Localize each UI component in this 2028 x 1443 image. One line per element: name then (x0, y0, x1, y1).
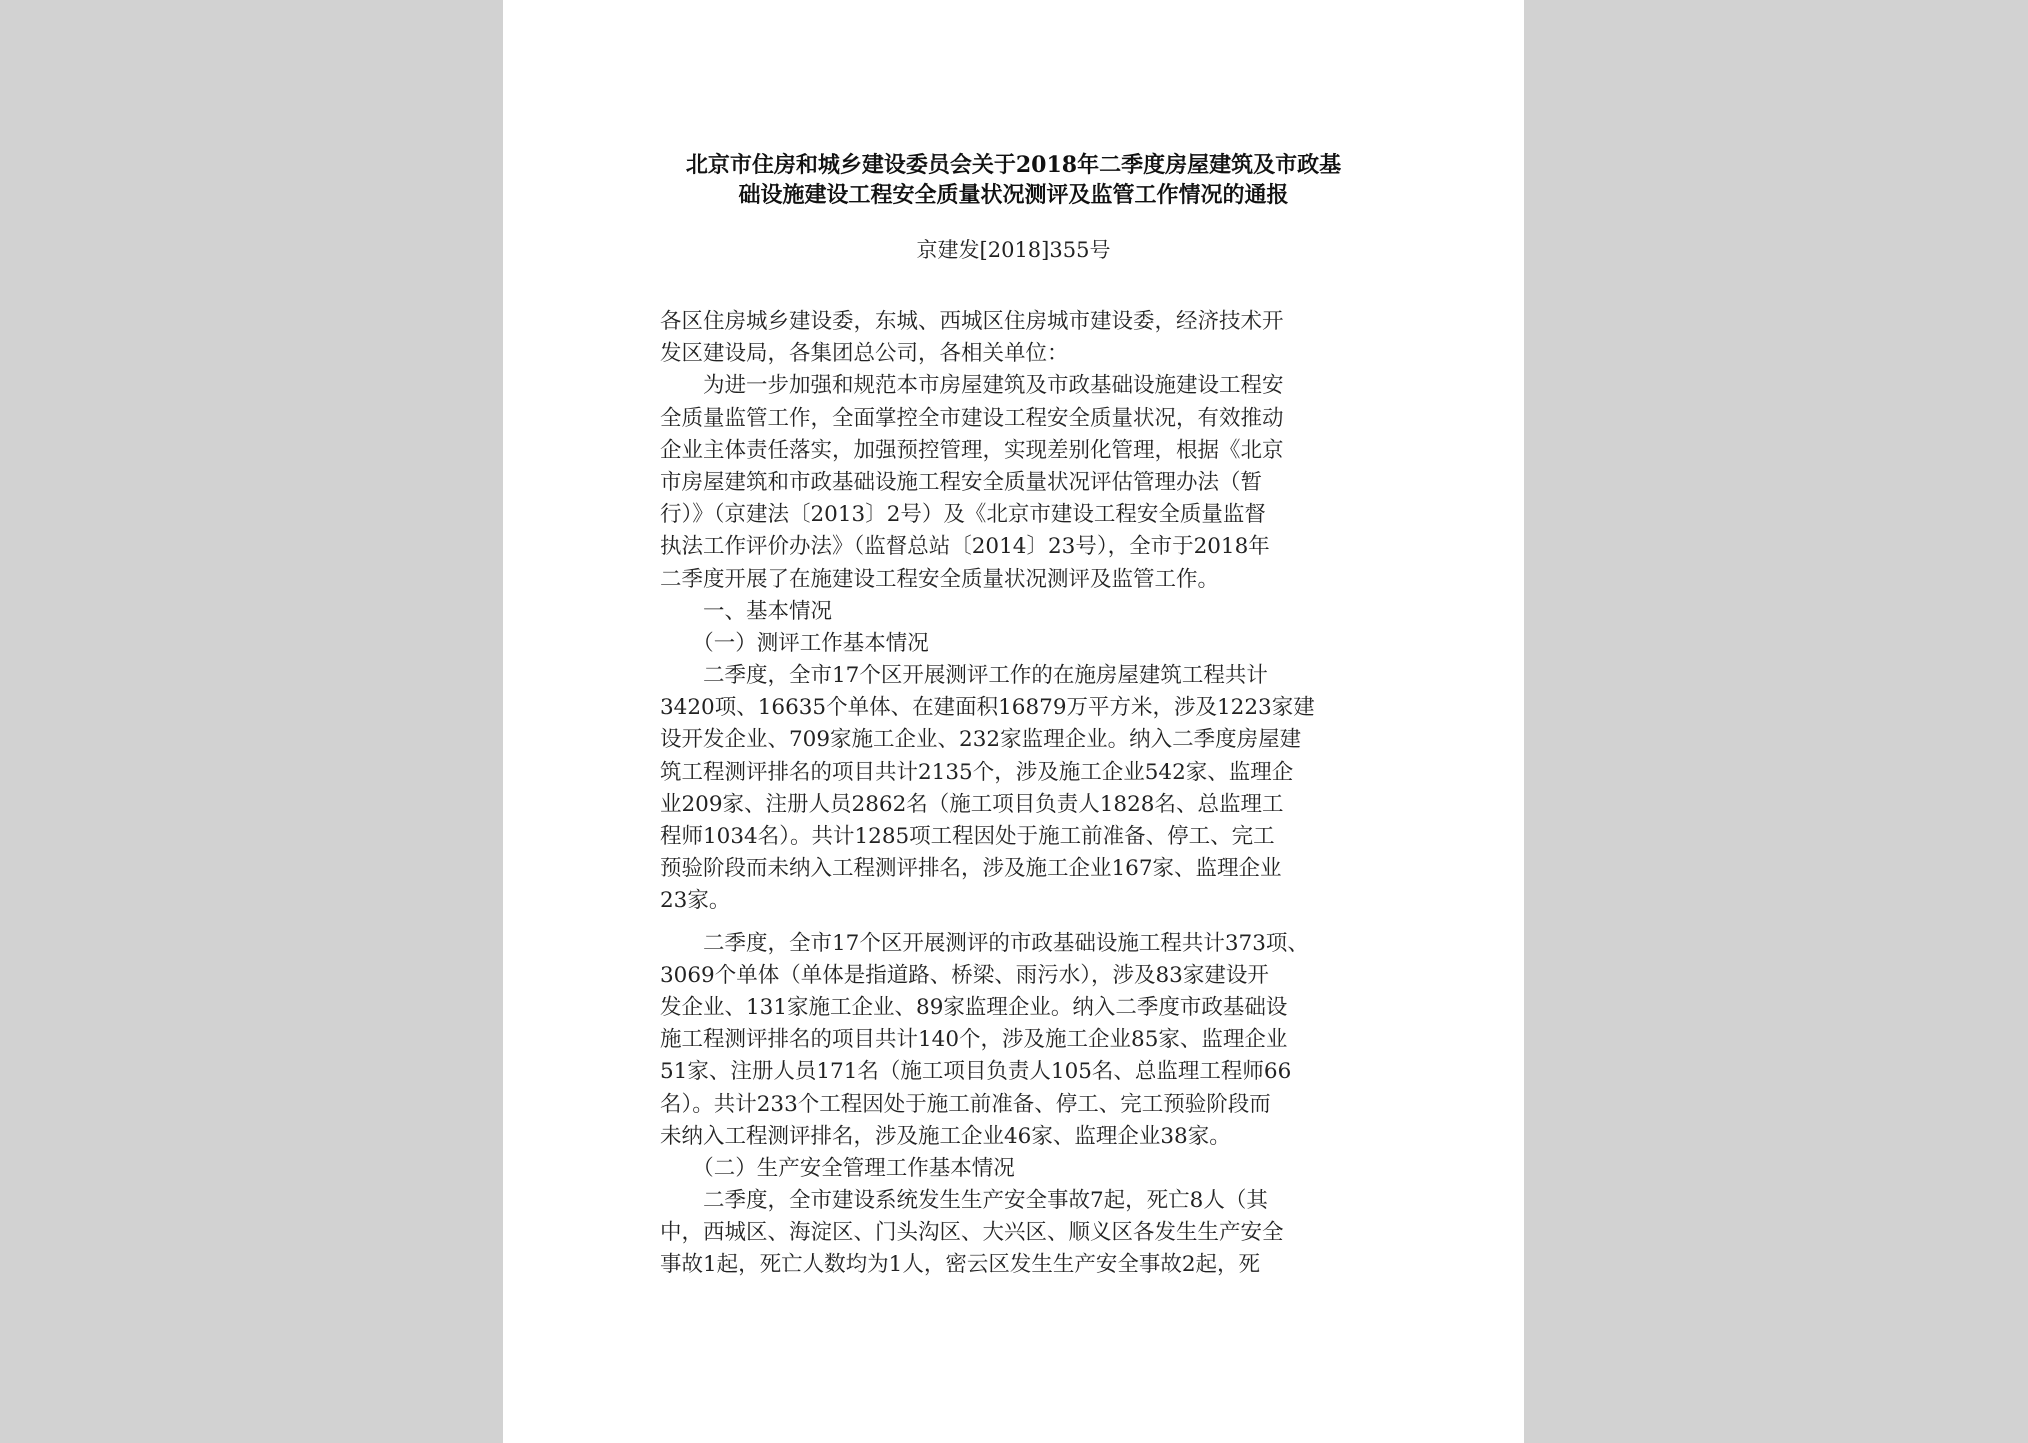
body-line: 3420项、16635个单体、在建面积16879万平方米，涉及1223家建 (660, 695, 1315, 721)
body-line: 各区住房城乡建设委，东城、西城区住房城市建设委，经济技术开 (660, 309, 1284, 334)
body-line: 事故1起，死亡人数均为1人，密云区发生生产安全事故2起，死 (660, 1252, 1261, 1278)
document-page (503, 0, 1524, 1443)
body-line: 程师1034名）。共计1285项工程因处于施工前准备、停工、完工 (660, 824, 1275, 849)
body-line: 施工程测评排名的项目共计140个，涉及施工企业85家、监理企业 (660, 1027, 1288, 1053)
body-line: 3069个单体（单体是指道路、桥梁、雨污水），涉及83家建设开 (660, 962, 1269, 988)
body-line: 二季度，全市17个区开展测评工作的在施房屋建筑工程共计 (660, 663, 1268, 689)
title-line: 础设施建设工程安全质量状况测评及监管工作情况的通报 (738, 182, 1289, 208)
body-line: 中，西城区、海淀区、门头沟区、大兴区、顺义区各发生生产安全 (660, 1220, 1284, 1246)
paragraph-gap (660, 918, 1395, 928)
title-line: 北京市住房和城乡建设委员会关于2018年二季度房屋建筑及市政基 (685, 152, 1342, 178)
body-line: 二季度，全市建设系统发生生产安全事故7起，死亡8人（其 (660, 1188, 1268, 1214)
subsection-heading: （二）生产安全管理工作基本情况 (660, 1155, 1015, 1181)
body-line: 企业主体责任落实，加强预控管理，实现差别化管理，根据《北京 (660, 437, 1284, 463)
body-line: 发企业、131家施工企业、89家监理企业。纳入二季度市政基础设 (660, 994, 1288, 1020)
body-line: 设开发企业、709家施工企业、232家监理企业。纳入二季度房屋建 (660, 727, 1302, 753)
body-line: 执法工作评价办法》（监督总站〔2014〕23号），全市于2018年 (660, 534, 1270, 560)
body-line: 51家、注册人员171名（施工项目负责人105名、总监理工程师66 (660, 1059, 1292, 1085)
document-title (543, 150, 1484, 210)
body-line: 未纳入工程测评排名，涉及施工企业46家、监理企业38家。 (660, 1123, 1231, 1149)
body-line: 全质量监管工作，全面掌控全市建设工程安全质量状况，有效推动 (660, 405, 1284, 431)
body-line: 二季度，全市17个区开展测评的市政基础设施工程共计373项、 (660, 930, 1309, 956)
document-number: 京建发[2018]355号 (916, 238, 1111, 262)
body-line: 市房屋建筑和市政基础设施工程安全质量状况评估管理办法（暂 (660, 469, 1263, 495)
body-line: 二季度开展了在施建设工程安全质量状况测评及监管工作。 (660, 566, 1220, 592)
body-line: 23家。 (660, 888, 731, 914)
section-heading: 一、基本情况 (660, 598, 833, 624)
body-line: 为进一步加强和规范本市房屋建筑及市政基础设施建设工程安 (660, 373, 1284, 399)
document-body (660, 306, 1395, 1282)
body-line: 行）》（京建法〔2013〕2号）及《北京市建设工程安全质量监督 (660, 502, 1266, 528)
body-line: 发区建设局，各集团总公司，各相关单位： (660, 341, 1069, 367)
subsection-heading: （一）测评工作基本情况 (660, 630, 929, 656)
body-line: 筑工程测评排名的项目共计2135个，涉及施工企业542家、监理企 (660, 759, 1294, 785)
body-line: 名）。共计233个工程因处于施工前准备、停工、完工预验阶段而 (660, 1091, 1271, 1117)
body-line: 预验阶段而未纳入工程测评排名，涉及施工企业167家、监理企业 (660, 856, 1282, 882)
body-line: 业209家、注册人员2862名（施工项目负责人1828名、总监理工 (660, 791, 1284, 817)
